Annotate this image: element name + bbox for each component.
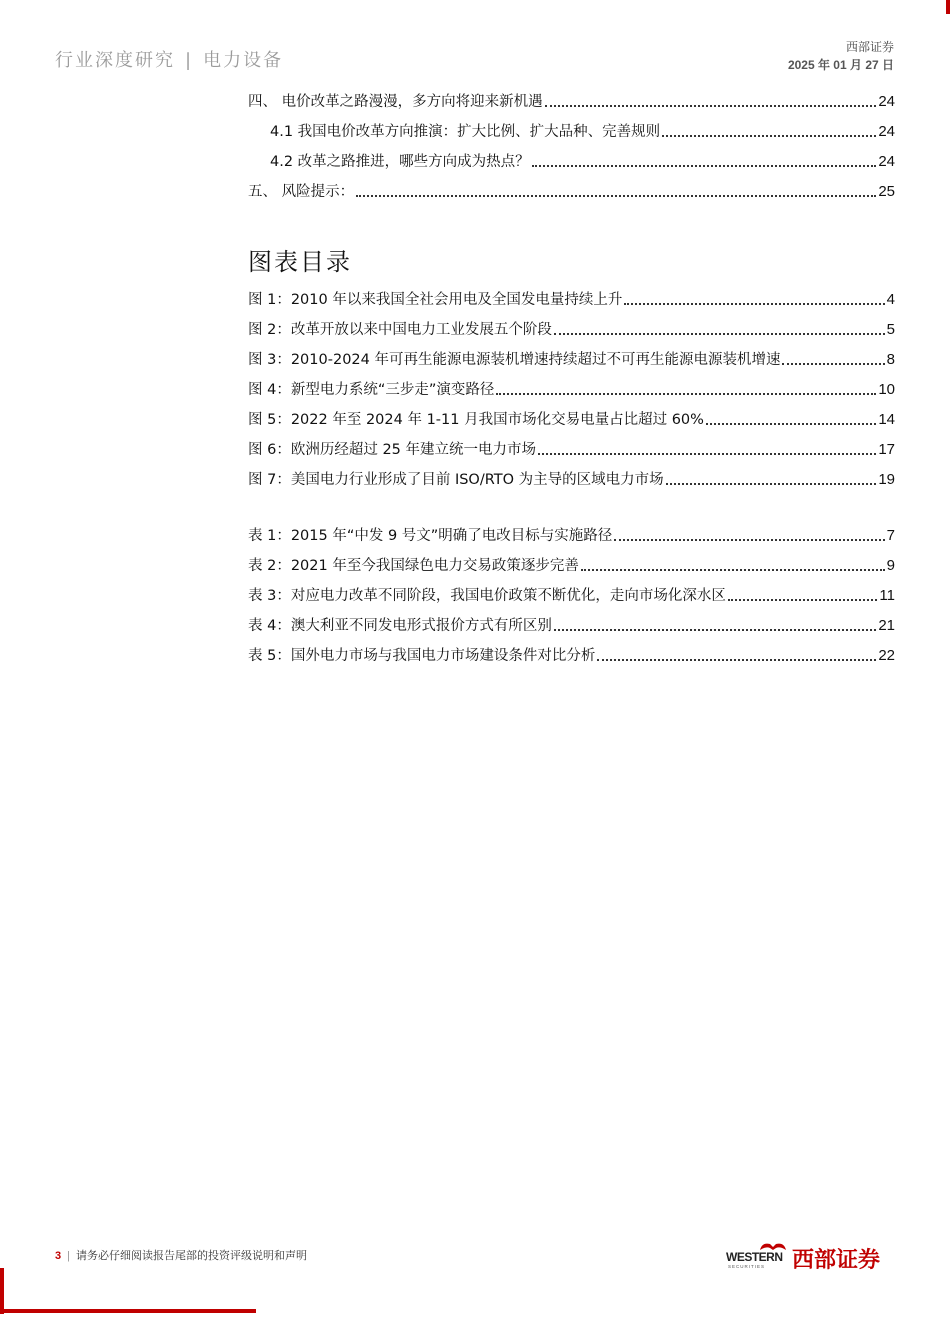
toc-entry-page: 24: [878, 153, 895, 170]
footer-separator: |: [67, 1250, 70, 1262]
toc-entry-label: 四、 电价改革之路漫漫，多方向将迎来新机遇: [248, 94, 543, 110]
logo-english-sub: SECURITIES: [728, 1264, 766, 1269]
toc-entry[interactable]: [248, 180, 895, 202]
dot-leader: [706, 423, 876, 425]
figure-entry[interactable]: [248, 438, 895, 460]
dot-leader: [624, 303, 884, 305]
figure-entry-page: 14: [878, 411, 895, 428]
logo-chinese: 西部证券: [792, 1248, 881, 1273]
dot-leader: [545, 105, 877, 107]
toc-entry-label: 4.1 我国电价改革方向推演：扩大比例、扩大品种、完善规则: [270, 124, 661, 140]
dot-leader: [538, 453, 876, 455]
figure-entry-label: 图 2：改革开放以来中国电力工业发展五个阶段: [248, 322, 552, 338]
toc-entry-label: 4.2 改革之路推进，哪些方向成为热点？: [270, 154, 530, 170]
dot-leader: [532, 165, 877, 167]
table-entry-label: 表 2：2021 年至今我国绿色电力交易政策逐步完善: [248, 558, 579, 574]
report-type: 行业深度研究: [55, 50, 175, 71]
report-date: 2025 年 01 月 27 日: [787, 58, 894, 72]
dot-leader: [554, 629, 876, 631]
footer-disclaimer: 请务必仔细阅读报告尾部的投资评级说明和声明: [75, 1250, 307, 1262]
figure-entry-label: 图 7：美国电力行业形成了目前 ISO/RTO 为主导的区域电力市场: [248, 472, 664, 488]
figure-entry-page: 8: [886, 351, 895, 368]
table-entry[interactable]: [248, 614, 895, 636]
dot-leader: [728, 599, 878, 601]
figure-entry[interactable]: [248, 288, 895, 310]
figure-entry[interactable]: [248, 348, 895, 370]
dot-leader: [581, 569, 885, 571]
footer-accent-vertical: [0, 1268, 4, 1314]
table-entry-label: 表 3：对应电力改革不同阶段，我国电价政策不断优化，走向市场化深水区: [248, 588, 726, 604]
figure-entry-label: 图 6：欧洲历经超过 25 年建立统一电力市场: [248, 442, 537, 458]
company-logo: [724, 1240, 894, 1274]
table-entry-page: 11: [879, 587, 895, 604]
table-entry-label: 表 1：2015 年“中发 9 号文”明确了电改目标与实施路径: [248, 528, 613, 544]
figure-entry[interactable]: [248, 378, 895, 400]
table-entry-page: 22: [878, 647, 895, 664]
industry-name: 电力设备: [203, 50, 284, 71]
toc-entry-page: 25: [878, 183, 895, 200]
toc-entry-page: 24: [878, 93, 895, 110]
table-entry[interactable]: [248, 644, 895, 666]
toc-entry-page: 24: [878, 123, 895, 140]
dot-leader: [662, 135, 876, 137]
dot-leader: [666, 483, 877, 485]
page-number: 3: [55, 1250, 62, 1262]
figure-entry-page: 19: [878, 471, 895, 488]
dot-leader: [356, 195, 876, 197]
report-meta: [788, 38, 894, 74]
dot-leader: [496, 393, 876, 395]
report-header: [55, 46, 283, 72]
figure-entry-page: 4: [886, 291, 895, 308]
table-entry-label: 表 5：国外电力市场与我国电力市场建设条件对比分析: [248, 648, 596, 664]
figure-entry-page: 10: [878, 381, 895, 398]
figure-entry-label: 图 1：2010 年以来我国全社会用电及全国发电量持续上升: [248, 292, 623, 308]
header-separator: |: [185, 50, 194, 71]
figure-entry-label: 图 4：新型电力系统“三步走”演变路径: [248, 382, 495, 398]
table-entry-label: 表 4：澳大利亚不同发电形式报价方式有所区别: [248, 618, 552, 634]
figure-entry-page: 17: [878, 441, 895, 458]
figure-entry[interactable]: [248, 408, 895, 430]
toc-entry-label: 五、 风险提示：: [248, 184, 355, 200]
company-name: 西部证券: [845, 40, 894, 54]
table-entry[interactable]: [248, 524, 895, 546]
footer-accent-horizontal: [0, 1309, 256, 1313]
table-entry-page: 9: [886, 557, 895, 574]
figure-entry-label: 图 5：2022 年至 2024 年 1-11 月我国市场化交易电量占比超过 60%: [248, 412, 704, 428]
table-entry[interactable]: [248, 584, 895, 606]
dot-leader: [554, 333, 885, 335]
dot-leader: [614, 539, 884, 541]
table-entry[interactable]: [248, 554, 895, 576]
toc-entry[interactable]: [270, 150, 895, 172]
figure-entry-page: 5: [886, 321, 895, 338]
dot-leader: [597, 659, 876, 661]
figure-entry[interactable]: [248, 318, 895, 340]
figure-entry[interactable]: [248, 468, 895, 490]
toc-entry[interactable]: [248, 90, 895, 112]
corner-accent: [946, 0, 950, 14]
toc-entry[interactable]: [270, 120, 895, 142]
page-footer: [55, 1247, 307, 1263]
table-entry-page: 21: [878, 617, 895, 634]
table-entry-page: 7: [886, 527, 895, 544]
figure-entry-label: 图 3：2010-2024 年可再生能源电源装机增速持续超过不可再生能源电源装机增速: [248, 352, 781, 368]
dot-leader: [782, 363, 884, 365]
figures-index-title: 图表目录: [248, 248, 352, 276]
logo-english: WESTERN: [726, 1250, 783, 1264]
